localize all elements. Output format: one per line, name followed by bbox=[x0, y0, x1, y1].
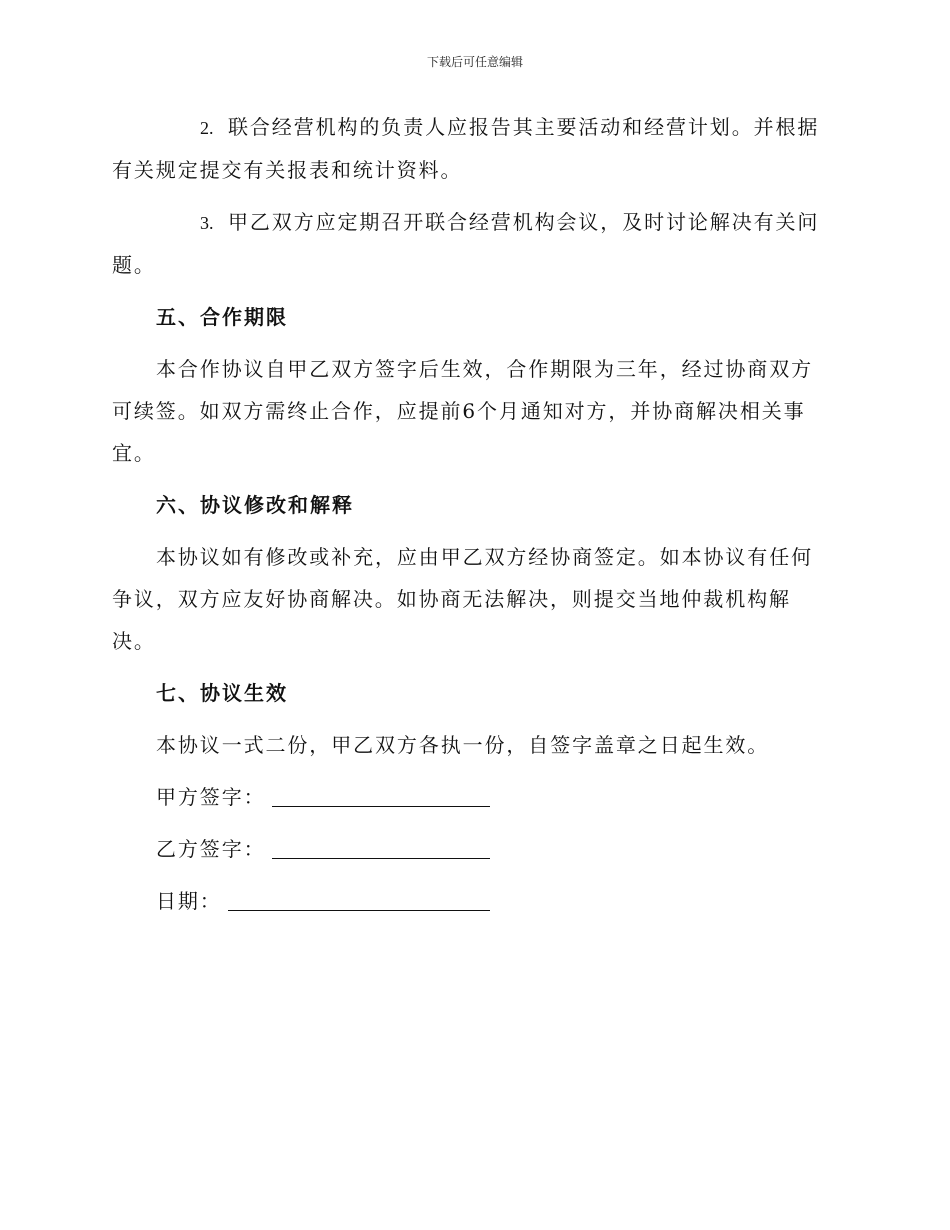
signature-label-date: 日期： bbox=[156, 889, 222, 913]
list-item-text: 甲乙双方应定期召开联合经营机构会议，及时讨论解决有关问题。 bbox=[112, 210, 820, 277]
signature-label-party-a: 甲方签字： bbox=[156, 785, 266, 809]
list-number: 3. bbox=[200, 213, 214, 233]
signature-party-a bbox=[112, 776, 832, 818]
section-body-term: 本合作协议自甲乙双方签字后生效，合作期限为三年，经过协商双方可续签。如双方需终止合作，应提前6个月通知对方，并协商解决相关事宜。 bbox=[112, 357, 813, 465]
signature-blank-party-b[interactable] bbox=[272, 857, 490, 859]
section-heading-term: 五、合作期限 bbox=[156, 305, 288, 329]
list-number: 2. bbox=[200, 118, 214, 138]
document-body bbox=[112, 106, 832, 932]
list-item-2 bbox=[112, 106, 832, 191]
list-item-text: 联合经营机构的负责人应报告其主要活动和经营计划。并根据有关规定提交有关报表和统计资料。 bbox=[112, 115, 820, 182]
signature-blank-date[interactable] bbox=[228, 909, 490, 911]
list-item-3 bbox=[112, 201, 832, 286]
section-heading-amendment: 六、协议修改和解释 bbox=[156, 493, 354, 517]
signature-label-party-b: 乙方签字： bbox=[156, 837, 266, 861]
section-body-effect: 本协议一式二份，甲乙双方各执一份，自签字盖章之日起生效。 bbox=[156, 733, 770, 757]
section-heading-effect: 七、协议生效 bbox=[156, 681, 288, 705]
section-body-amendment: 本协议如有修改或补充，应由甲乙双方经协商签定。如本协议有任何争议，双方应友好协商解决。如协商无法解决，则提交当地仲裁机构解决。 bbox=[112, 545, 813, 653]
signature-party-b bbox=[112, 828, 832, 870]
signature-date bbox=[112, 880, 832, 922]
signature-blank-party-a[interactable] bbox=[272, 805, 490, 807]
page-header: 下载后可任意编辑 bbox=[426, 55, 523, 69]
